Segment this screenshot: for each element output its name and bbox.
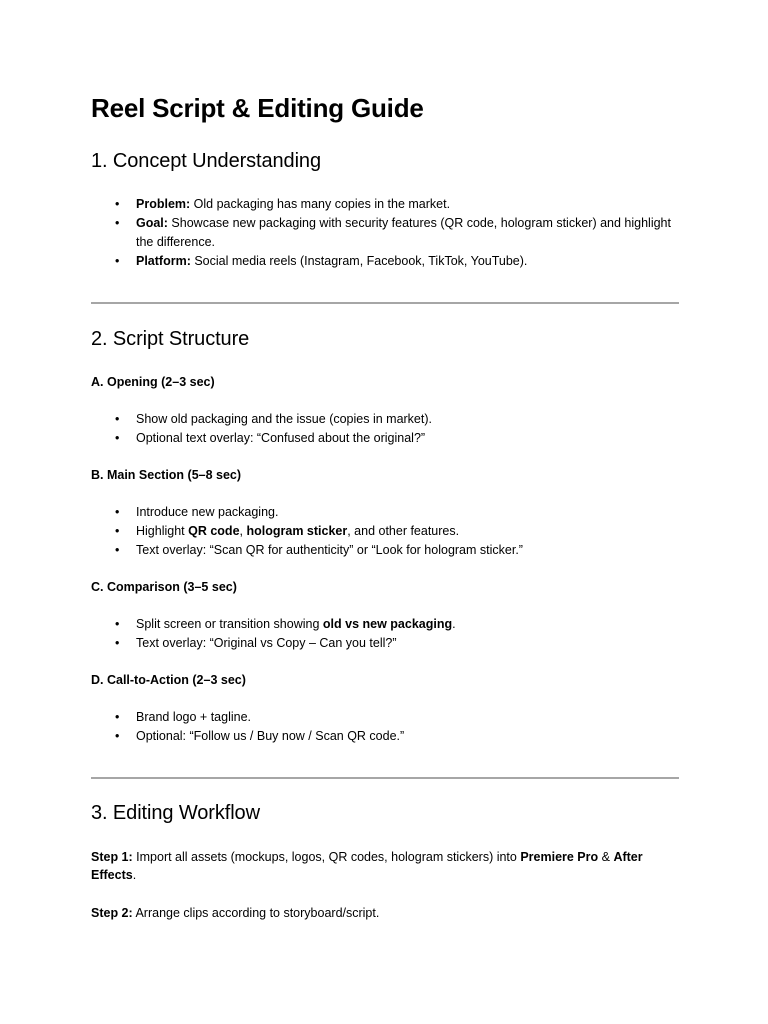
step-label: Step 1: <box>91 850 133 864</box>
bullet-glyph: • <box>115 254 120 268</box>
bullet-glyph: • <box>115 543 120 557</box>
main-section-bullet-list <box>91 503 679 560</box>
bullet-glyph: • <box>115 431 120 445</box>
bullet-text: Text overlay: “Original vs Copy – Can you tell?” <box>136 636 397 650</box>
section-heading-concept: 1. Concept Understanding <box>91 150 321 172</box>
step-bold-text: Premiere Pro <box>520 850 599 864</box>
list-item <box>91 503 679 522</box>
bullet-text: Old packaging has many copies in the market. <box>190 197 451 211</box>
bullet-glyph: • <box>115 412 120 426</box>
bullet-text: Introduce new packaging. <box>136 505 279 519</box>
bullet-bold-text: hologram sticker <box>246 524 348 538</box>
bullet-label: Platform: <box>136 254 191 268</box>
bullet-text: Social media reels (Instagram, Facebook, TikTok, YouTube). <box>190 254 528 268</box>
list-item <box>91 429 679 448</box>
step-text: . <box>132 868 137 882</box>
bullet-text: , and other features. <box>347 524 460 538</box>
call-to-action-bullet-list <box>91 708 679 746</box>
horizontal-rule <box>91 777 679 779</box>
list-item <box>91 708 679 727</box>
step-text: Arrange clips according to storyboard/script. <box>132 906 380 920</box>
step-1-paragraph <box>91 848 679 884</box>
bullet-glyph: • <box>115 505 120 519</box>
bullet-text: Brand logo + tagline. <box>136 710 252 724</box>
step-bold-text: After Effects <box>91 850 643 882</box>
bullet-glyph: • <box>115 729 120 743</box>
bullet-glyph: • <box>115 710 120 724</box>
bullet-text: Text overlay: “Scan QR for authenticity” or “Look for hologram sticker.” <box>136 543 523 557</box>
step-text: Import all assets (mockups, logos, QR codes, hologram stickers) into <box>132 850 521 864</box>
subheading-main-section: B. Main Section (5–8 sec) <box>91 468 242 482</box>
bullet-text: Optional: “Follow us / Buy now / Scan QR code.” <box>136 729 405 743</box>
bullet-label: Problem: <box>136 197 191 211</box>
bullet-glyph: • <box>115 197 120 211</box>
step-label: Step 2: <box>91 906 133 920</box>
bullet-text: . <box>452 617 456 631</box>
bullet-bold-text: QR code <box>188 524 240 538</box>
bullet-text: Highlight <box>136 524 189 538</box>
bullet-glyph: • <box>115 216 120 230</box>
list-item <box>91 634 679 653</box>
bullet-bold-text: old vs new packaging <box>322 617 453 631</box>
list-item <box>91 214 679 252</box>
list-item <box>91 541 679 560</box>
section-heading-script: 2. Script Structure <box>91 328 250 350</box>
bullet-glyph: • <box>115 617 120 631</box>
bullet-text: Optional text overlay: “Confused about the original?” <box>136 431 426 445</box>
bullet-glyph: • <box>115 524 120 538</box>
list-item <box>91 410 679 429</box>
bullet-text: Split screen or transition showing <box>136 617 323 631</box>
list-item <box>91 195 679 214</box>
subheading-comparison: C. Comparison (3–5 sec) <box>91 580 237 594</box>
subheading-opening: A. Opening (2–3 sec) <box>91 375 215 389</box>
comparison-bullet-list <box>91 615 679 653</box>
bullet-text: Showcase new packaging with security features (QR code, hologram sticker) and highlight the difference. <box>136 216 671 249</box>
concept-bullet-list <box>91 195 679 271</box>
subheading-call-to-action: D. Call-to-Action (2–3 sec) <box>91 673 246 687</box>
document-title: Reel Script & Editing Guide <box>91 93 424 123</box>
bullet-text: Show old packaging and the issue (copies in market). <box>136 412 432 426</box>
opening-bullet-list <box>91 410 679 448</box>
list-item <box>91 252 679 271</box>
horizontal-rule <box>91 302 679 304</box>
list-item <box>91 522 679 541</box>
list-item <box>91 615 679 634</box>
list-item <box>91 727 679 746</box>
step-2-paragraph <box>91 904 679 922</box>
bullet-glyph: • <box>115 636 120 650</box>
section-heading-editing: 3. Editing Workflow <box>91 802 260 824</box>
bullet-text: , <box>239 524 247 538</box>
bullet-label: Goal: <box>136 216 168 230</box>
step-text: & <box>598 850 614 864</box>
